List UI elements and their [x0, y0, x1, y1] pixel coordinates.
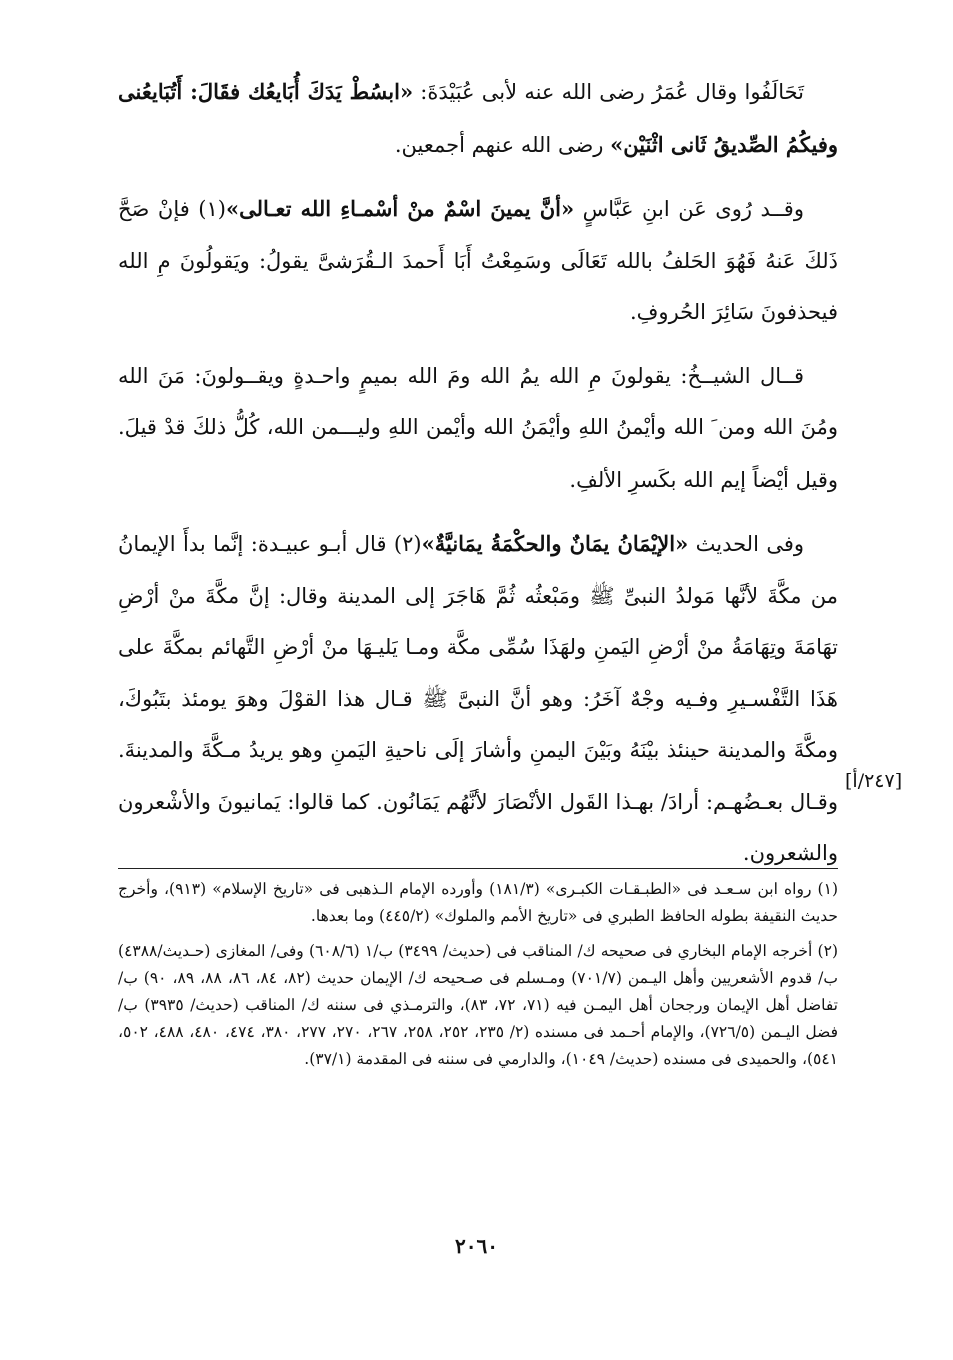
footnote-separator — [118, 868, 838, 869]
paragraph-4 — [118, 518, 838, 880]
paragraph-1-quote: «ابسُطْ يَدَكَ أُبَايعُك فقَالَ: أَتُبَايعُنى وفيكُمُ الصِّديقُ ثَانى اثْنَيْن» — [118, 79, 838, 157]
manuscript-folio-marker: [٢٤٧/أ] — [845, 770, 903, 792]
page-number: ٢٠٦٠ — [455, 1234, 498, 1258]
paragraph-2-continuation: (١) فإنْ صَحَّ ذَلكَ عَنهُ فَهُوَ الحَلفُ بالله تَعَالَى وسَمِعْتُ أَبَا أَحمدَ الـقُرَشىَّ يقولُ: ويَقولُونَ مِ الله فيحذفونَ سَائِرَ الحُروفِ. — [118, 197, 838, 324]
paragraph-2-text: وقــد رُوى عَن ابنِ عَبَّاسٍ — [574, 197, 804, 221]
footnote-2: (٢) أخرجه الإمام البخاري فى صحيحه ك/ المناقب فى (حديث/ ٣٤٩٩) ب/١ (٦٠٨/٦) وفى/ المغازى (حـديث/٤٣٨٨) ب/ قدوم الأشعريين وأهل اليـمن (٧٠١/٧) ومـسلم فى صـحيحه ك/ الإيمان حديث (٨٢، ٨٤، ٨٦، ٨٨، ٨٩، ٩٠) ب/ تفاضل أهل الإيمان ورجحان أهل اليمـن فيه (٧١، ٧٢، ٨٣)، والترمـذي فى سننه ك/ المناقب (حديث/ ٣٩٣٥) ب/ فضل اليـمن (٧٢٦/٥)، والإمام أحـمد فى مسنده (٢/ ٢٣٥، ٢٥٢، ٢٥٨، ٢٦٧، ٢٧٠، ٢٧٧، ٣٨٠، ٤٧٤، ٤٨٠، ٤٨٨، ٥٠٢، ٥٤١)، والحميدى فى مسنده (حديث/ ١٠٤٩)، والدارمي فى سننه فى المقدمة (٣٧/١). — [118, 942, 839, 1068]
paragraph-4-continuation: (٢) قال أبـو عبيـدة: إنَّما بدأَ الإيمانُ من مكَّةَ لأنَّها مَولدُ النبىِّ ﷺ ومَبْعثُه ثُمَّ هَاجَرَ إلى المدينة وقال: إنَّ مكَّةَ منْ أرْضِ تهَامَةَ وتِهَامَةُ منْ أرْضِ اليَمنِ ولهَذَا سُمِّى مكَّة ومـا يَليـهَا منْ أرْضِ التَّهائم بمكَّةَ على هَذَا التَّفْسـيرِ وفـيه وجْهٌ آخَرُ: وهو أنَّ النبىَّ ﷺ قـال هذا القوْلَ وهوَ يومئذ بتَبُوكَ، ومكَّةَ والمدينة حينئذ بيْنَهُ وبَيْنَ اليمنِ وأشارَ إلَى ناحيةِ اليَمنِ وهو يريدُ مـكَّةَ والمدينةَ. وقـال بعـضُهـم: أرادَ/ بهـذا القَول الأنْصَارَ لأنَّهُم يَمَانُون. كما قالوا: يَمانيونَ والأشْعرون والشعرون. — [118, 532, 838, 865]
paragraph-3-text: قــال الشيــخُ: يقولونَ مِ الله يمُ الله ومَ الله بميمٍ واحـدةٍ ويقــولونَ: مَنَ الله ومُنَ الله ومن َ الله وأيْمنُ اللهِ وأيْمَنُ الله وأيْمن اللهِ وليـــمن الله، كُلُّ ذلكَ قدْ قيلَ. وقيل أيْضاً إيم الله بكَسرِ الألفِ. — [118, 363, 838, 492]
paragraph-4-quote: «الإيْمَانُ يمَانٌ والحكْمَةُ يمَانيَّةٌ» — [421, 531, 689, 556]
paragraph-3 — [118, 351, 838, 507]
paragraph-2-quote: «أنَّ يمينَ اسْمٌ منْ أسْمـاءِ الله تعـالى» — [225, 196, 575, 221]
footnotes — [118, 876, 838, 1081]
paragraph-1-text: تَحَالَفُوا وقال عُمَرُ رضى الله عنه لأبى عُبَيْدَةَ: — [413, 80, 804, 104]
paragraph-4-text: وفى الحديث — [688, 532, 805, 556]
main-text — [118, 66, 838, 892]
footnote-1: (١) رواه ابن سـعـد فى «الطبـقـات الكبـرى» (١٨١/٣) وأورده الإمام الـذهبى فى «تاريخ الإسلام» (٩١٣)، وأخرج حديث النقيفة بطوله الحافظ الطبري فى «تاريخ الأمم والملوك» (٤٤٥/٢) وما بعدها. — [118, 880, 838, 925]
paragraph-2 — [118, 183, 838, 339]
paragraph-1-continuation: رضى الله عنهم أجمعين. — [394, 132, 611, 157]
paragraph-1 — [118, 66, 838, 171]
